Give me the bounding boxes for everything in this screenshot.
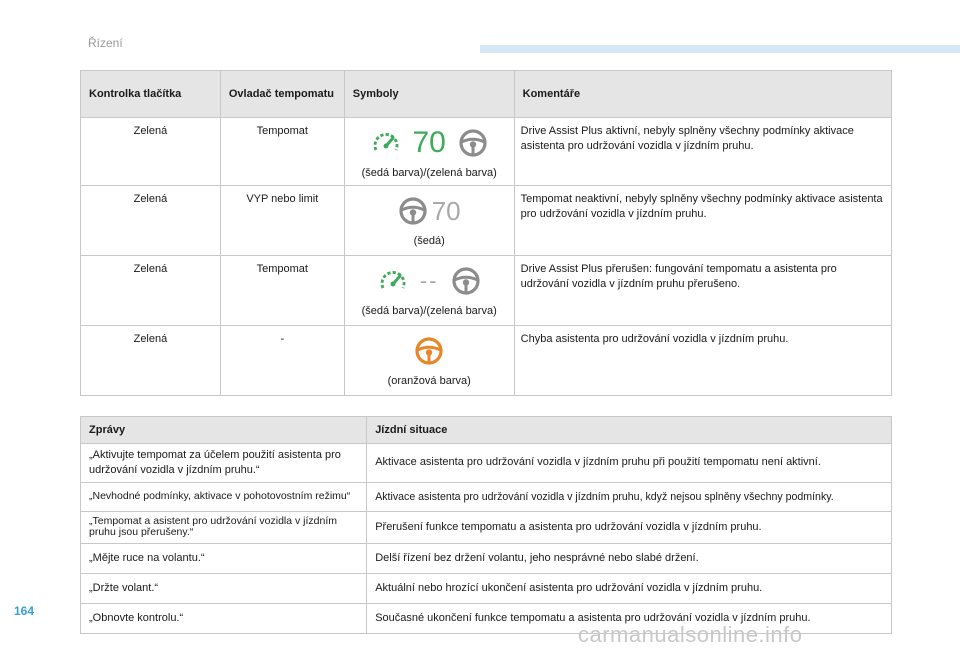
header-komentare: Komentáře — [514, 71, 891, 118]
symbol-caption: (šedá) — [413, 235, 445, 247]
cell-kontrolka: Zelená — [81, 256, 221, 326]
cell-symbol — [344, 326, 514, 396]
cell-message: „Nevhodné podmínky, aktivace v pohotovostním režimu“ — [81, 482, 367, 511]
header-ovladac: Ovladač tempomatu — [220, 71, 344, 118]
cell-message: „Mějte ruce na volantu.“ — [81, 543, 367, 573]
table-row — [81, 186, 892, 256]
cell-symbol — [344, 256, 514, 326]
cell-ovladac: Tempomat — [220, 118, 344, 186]
cell-comment: Drive Assist Plus aktivní, nebyly splněny všechny podmínky aktivace asistenta pro udržování vozidla v jízdním pruhu. — [514, 118, 891, 186]
cell-symbol — [344, 186, 514, 256]
steering-wheel-icon — [451, 266, 481, 296]
cell-message: „Obnovte kontrolu.“ — [81, 603, 367, 633]
cell-comment: Tempomat neaktivní, nebyly splněny všechny podmínky aktivace asistenta pro udržování vozidla v jízdním pruhu. — [514, 186, 891, 256]
cell-message: „Tempomat a asistent pro udržování vozidla v jízdním pruhu jsou přerušeny.“ — [81, 511, 367, 543]
header-situace: Jízdní situace — [367, 417, 892, 444]
cell-message: „Aktivujte tempomat za účelem použití asistenta pro udržování vozidla v jízdním pruhu.“ — [81, 444, 367, 483]
symbol-caption: (šedá barva)/(zelená barva) — [361, 305, 497, 317]
speedometer-icon — [371, 128, 401, 158]
cell-comment: Chyba asistenta pro udržování vozidla v jízdním pruhu. — [514, 326, 891, 396]
cell-message: „Držte volant.“ — [81, 573, 367, 603]
table-row — [81, 256, 892, 326]
symbol-caption: (šedá barva)/(zelená barva) — [361, 167, 497, 179]
cell-ovladac: Tempomat — [220, 256, 344, 326]
cell-comment: Drive Assist Plus přerušen: fungování tempomatu a asistenta pro udržování vozidla v jízdním pruhu přerušeno. — [514, 256, 891, 326]
cell-situation: Aktivace asistenta pro udržování vozidla v jízdním pruhu při použití tempomatu není aktivní. — [367, 444, 892, 483]
page-number: 164 — [14, 604, 35, 618]
steering-wheel-icon — [398, 196, 428, 226]
table-row — [81, 573, 892, 603]
cell-situation: Přerušení funkce tempomatu a asistenta pro udržování vozidla v jízdním pruhu. — [367, 511, 892, 543]
speedometer-icon — [378, 266, 408, 296]
header-symboly: Symboly — [344, 71, 514, 118]
cell-kontrolka: Zelená — [81, 118, 221, 186]
table-row — [81, 326, 892, 396]
cell-ovladac: - — [220, 326, 344, 396]
cell-situation: Aktuální nebo hrozící ukončení asistenta pro udržování vozidla v jízdním pruhu. — [367, 573, 892, 603]
symbol-caption: (oranžová barva) — [387, 375, 471, 387]
steering-wheel-icon — [414, 336, 444, 366]
table-row — [81, 444, 892, 483]
cell-situation: Současné ukončení funkce tempomatu a asistenta pro udržování vozidla v jízdním pruhu. — [367, 603, 892, 633]
cell-kontrolka: Zelená — [81, 326, 221, 396]
speed-value: 70 — [412, 126, 446, 159]
header-zpravy: Zprávy — [81, 417, 367, 444]
section-title: Řízení — [88, 36, 123, 50]
table-row — [81, 543, 892, 573]
messages-table — [80, 416, 892, 634]
speed-value: -- — [419, 268, 439, 293]
table-row — [81, 118, 892, 186]
cell-ovladac: VYP nebo limit — [220, 186, 344, 256]
cell-situation: Delší řízení bez držení volantu, jeho nesprávné nebo slabé držení. — [367, 543, 892, 573]
cell-kontrolka: Zelená — [81, 186, 221, 256]
steering-wheel-icon — [458, 128, 488, 158]
table-header-row — [81, 71, 892, 118]
header-accent-bar — [480, 45, 960, 53]
cell-situation: Aktivace asistenta pro udržování vozidla v jízdním pruhu, když nejsou splněny všechny podmínky. — [367, 482, 892, 511]
table-header-row — [81, 417, 892, 444]
cell-symbol — [344, 118, 514, 186]
speed-value: 70 — [431, 196, 461, 226]
indicator-table — [80, 70, 892, 396]
watermark: carmanualsonline.info — [578, 622, 803, 647]
table-row — [81, 482, 892, 511]
table-row — [81, 511, 892, 543]
header-kontrolka: Kontrolka tlačítka — [81, 71, 221, 118]
